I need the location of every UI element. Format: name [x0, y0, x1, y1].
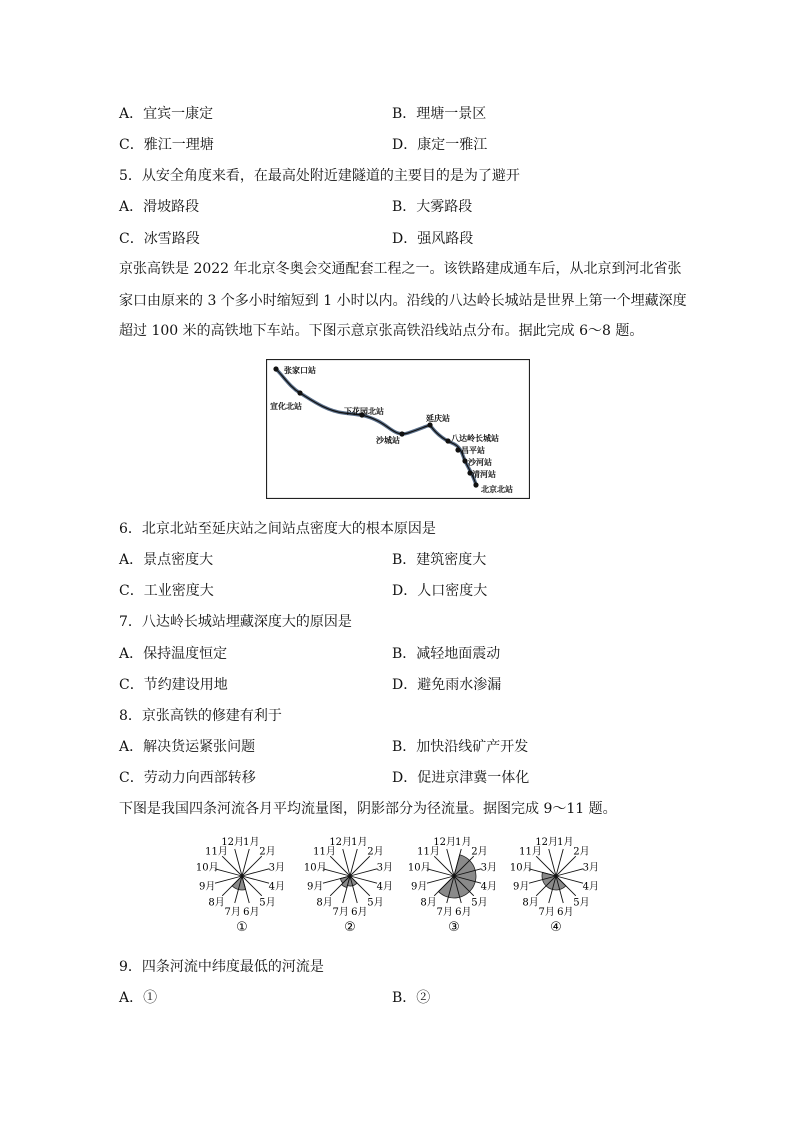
- q6-option-d: D．人口密度大: [392, 583, 488, 599]
- month-label: 9月: [307, 881, 324, 893]
- month-label: 11月: [313, 846, 336, 858]
- month-label: 10月: [303, 862, 327, 874]
- month-label: 7月: [436, 906, 453, 918]
- q6-stem: 6．北京北站至延庆站之间站点密度大的根本原因是: [119, 521, 436, 537]
- month-label: 2月: [259, 846, 276, 858]
- month-label: 8月: [522, 897, 539, 909]
- station-label: 宣化北站: [270, 402, 302, 411]
- month-label: 1月: [243, 837, 260, 849]
- month-label: 3月: [268, 862, 285, 874]
- station-label: 张家口站: [284, 366, 316, 375]
- passage2-line1: 下图是我国四条河流各月平均流量图，阴影部分为径流量。据图完成 9～11 题。: [119, 801, 617, 817]
- month-label: 10月: [509, 862, 533, 874]
- q5-option-c: C．冰雪路段: [119, 231, 200, 247]
- rose-diagram: [510, 836, 599, 935]
- month-label: 4月: [582, 881, 599, 893]
- month-label: 5月: [471, 897, 488, 909]
- month-label: 3月: [582, 862, 599, 874]
- month-label: 2月: [471, 846, 488, 858]
- month-label: 8月: [420, 897, 437, 909]
- q5-option-a: A．滑坡路段: [119, 199, 200, 215]
- station-dot-shahe: [462, 458, 467, 463]
- q8-option-a: A．解决货运紧张问题: [119, 739, 256, 755]
- month-label: 10月: [407, 862, 431, 874]
- month-label: 7月: [538, 906, 555, 918]
- month-label: 2月: [573, 846, 590, 858]
- river-label: ④: [550, 920, 562, 935]
- river-label: ②: [344, 920, 356, 935]
- q7-stem: 7．八达岭长城站埋藏深度大的原因是: [119, 614, 352, 630]
- river-label: ③: [448, 920, 460, 935]
- q8-stem: 8．京张高铁的修建有利于: [119, 708, 282, 724]
- q7-option-a: A．保持温度恒定: [119, 646, 228, 662]
- month-label: 1月: [455, 837, 472, 849]
- q5-stem: 5．从安全角度来看，在最高处附近建隧道的主要目的是为了避开: [119, 168, 520, 184]
- q7-option-d: D．避免雨水渗漏: [392, 677, 502, 693]
- month-label: 5月: [259, 897, 276, 909]
- river-label: ①: [236, 920, 248, 935]
- q5-option-b: B．大雾路段: [392, 199, 473, 215]
- month-label: 3月: [480, 862, 497, 874]
- month-label: 12月: [329, 837, 353, 849]
- station-label: 延庆站: [426, 414, 450, 423]
- rose-diagram: [304, 836, 393, 935]
- month-label: 11月: [519, 846, 542, 858]
- q5-option-d: D．强风路段: [392, 231, 474, 247]
- rose-diagram: [196, 836, 285, 935]
- station-label: 八达岭长城站: [451, 434, 499, 443]
- station-dot-beijingbei: [473, 482, 478, 487]
- q4-option-d: D．康定一雅江: [392, 137, 488, 153]
- month-label: 1月: [351, 837, 368, 849]
- month-label: 6月: [243, 906, 260, 918]
- month-label: 8月: [316, 897, 333, 909]
- q9-stem: 9．四条河流中纬度最低的河流是: [119, 959, 324, 975]
- month-label: 6月: [557, 906, 574, 918]
- station-label: 北京北站: [481, 485, 513, 494]
- station-dot-xuanhuabei: [297, 390, 302, 395]
- station-label: 昌平站: [461, 446, 485, 455]
- passage1-line1: 京张高铁是 2022 年北京冬奥会交通配套工程之一。该铁路建成通车后，从北京到河北省张: [119, 261, 682, 277]
- month-label: 6月: [455, 906, 472, 918]
- station-label: 沙城站: [376, 436, 400, 445]
- month-label: 8月: [208, 897, 225, 909]
- month-label: 5月: [573, 897, 590, 909]
- month-label: 1月: [557, 837, 574, 849]
- month-label: 3月: [376, 862, 393, 874]
- q4-option-c: C．雅江一理塘: [119, 137, 214, 153]
- station-label: 沙河站: [468, 458, 492, 467]
- railway-map: [266, 359, 530, 499]
- month-label: 11月: [417, 846, 440, 858]
- station-dot-badaling: [445, 438, 450, 443]
- station-dot-zhangjiakou: [273, 366, 278, 371]
- passage1-line2: 家口由原来的 3 个多小时缩短到 1 小时以内。沿线的八达岭长城站是世界上第一个埋藏深度: [119, 293, 687, 309]
- month-label: 12月: [433, 837, 457, 849]
- month-label: 9月: [513, 881, 530, 893]
- month-label: 10月: [195, 862, 219, 874]
- q4-option-a: A．宜宾一康定: [119, 106, 214, 122]
- q8-option-d: D．促进京津冀一体化: [392, 770, 530, 786]
- station-label: 下花园北站: [344, 407, 384, 416]
- month-label: 2月: [367, 846, 384, 858]
- q4-option-b: B．理塘一景区: [392, 106, 487, 122]
- q9-option-a: A．①: [119, 990, 158, 1006]
- month-label: 9月: [199, 881, 216, 893]
- rose-diagram: [408, 836, 497, 935]
- station-dot-shacheng: [399, 431, 404, 436]
- q8-option-b: B．加快沿线矿产开发: [392, 739, 529, 755]
- station-dot-yanqing: [427, 422, 432, 427]
- q8-option-c: C．劳动力向西部转移: [119, 770, 256, 786]
- month-label: 4月: [268, 881, 285, 893]
- q6-option-a: A．景点密度大: [119, 552, 214, 568]
- month-label: 9月: [411, 881, 428, 893]
- month-label: 7月: [224, 906, 241, 918]
- q7-option-c: C．节约建设用地: [119, 677, 228, 693]
- month-label: 12月: [221, 837, 245, 849]
- q6-option-b: B．建筑密度大: [392, 552, 487, 568]
- month-label: 11月: [205, 846, 228, 858]
- station-label: 清河站: [472, 470, 496, 479]
- q7-option-b: B．减轻地面震动: [392, 646, 501, 662]
- river-flow-roses: [190, 830, 610, 940]
- month-label: 5月: [367, 897, 384, 909]
- passage1-line3: 超过 100 米的高铁地下车站。下图示意京张高铁沿线站点分布。据此完成 6～8 题。: [119, 323, 644, 339]
- q6-option-c: C．工业密度大: [119, 583, 214, 599]
- runoff-shading: [438, 855, 476, 898]
- station-dot-changping: [455, 447, 460, 452]
- month-label: 12月: [535, 837, 559, 849]
- q9-option-b: B．②: [392, 990, 431, 1006]
- month-label: 4月: [480, 881, 497, 893]
- month-label: 6月: [351, 906, 368, 918]
- month-label: 4月: [376, 881, 393, 893]
- month-label: 7月: [332, 906, 349, 918]
